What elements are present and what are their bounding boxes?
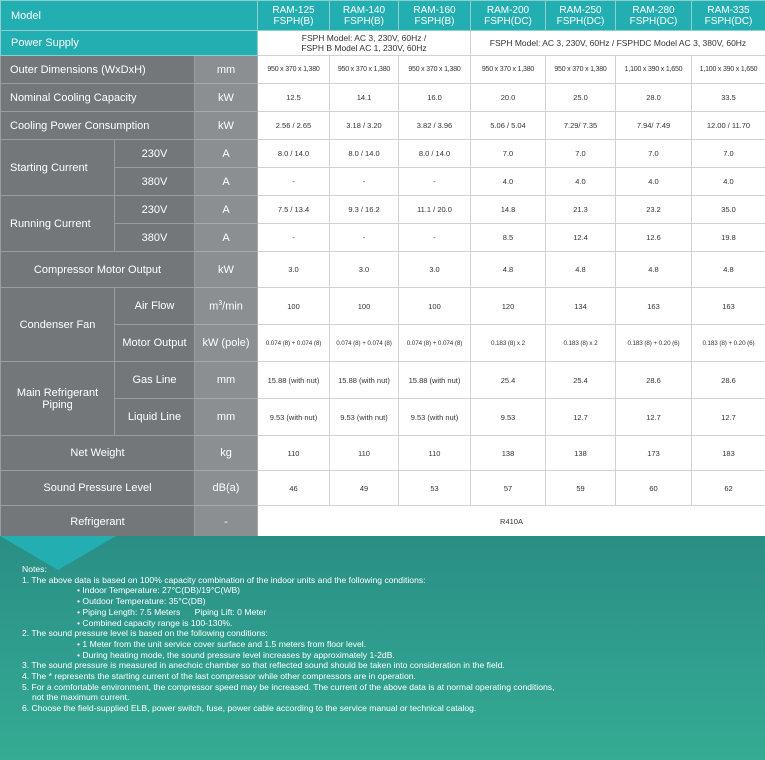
value-cell: 1,100 x 390 x 1,650 <box>616 56 692 84</box>
value-cell: 100 <box>399 288 471 325</box>
note-3: 3. The sound pressure is measured in anechoic chamber so that reflected sound should be taken into consideration in the field. <box>22 660 505 671</box>
refrigerant-value: R410A <box>258 506 765 538</box>
compressor-label: Compressor Motor Output <box>1 252 195 288</box>
value-cell: 15.88 (with nut) <box>399 362 471 399</box>
running-current-230-row <box>1 196 765 224</box>
value-cell: 12.7 <box>616 399 692 436</box>
value-cell: - <box>258 168 330 196</box>
motor-output-unit: kW (pole) <box>195 325 258 362</box>
value-cell: 7.0 <box>546 140 616 168</box>
note-1-item: • Outdoor Temperature: 35°C(DB) <box>77 596 206 607</box>
value-cell: 12.6 <box>616 224 692 252</box>
power-supply-label: Power Supply <box>1 31 258 56</box>
note-1: 1. The above data is based on 100% capacity combination of the indoor units and the following conditions: <box>22 574 426 585</box>
value-cell: 100 <box>258 288 330 325</box>
running-230v-unit: A <box>195 196 258 224</box>
notes-panel <box>0 536 765 760</box>
compressor-unit: kW <box>195 252 258 288</box>
value-cell: 16.0 <box>399 84 471 112</box>
starting-230v-label: 230V <box>115 140 195 168</box>
value-cell: 12.00 / 11.70 <box>692 112 765 140</box>
value-cell: 950 x 370 x 1,380 <box>471 56 546 84</box>
value-cell: 110 <box>330 436 399 471</box>
value-cell: 4.0 <box>471 168 546 196</box>
value-cell: 23.2 <box>616 196 692 224</box>
value-cell: 57 <box>471 471 546 506</box>
value-cell: 28.0 <box>616 84 692 112</box>
starting-230v-unit: A <box>195 140 258 168</box>
value-cell: 7.0 <box>692 140 765 168</box>
value-cell: 4.0 <box>692 168 765 196</box>
value-cell: 15.88 (with nut) <box>330 362 399 399</box>
model-header-200: RAM-200 FSPH(DC) <box>471 1 546 31</box>
value-cell: 0.183 (8) + 0.20 (6) <box>692 325 765 362</box>
value-cell: 12.5 <box>258 84 330 112</box>
liquid-line-label: Liquid Line <box>115 399 195 436</box>
value-cell: 9.53 (with nut) <box>258 399 330 436</box>
motor-output-row <box>1 325 765 362</box>
value-cell: 0.074 (8) + 0.074 (8) <box>258 325 330 362</box>
nominal-cooling-label: Nominal Cooling Capacity <box>1 84 195 112</box>
value-cell: 4.0 <box>546 168 616 196</box>
power-supply-group1: FSPH Model: AC 3, 230V, 60Hz / FSPH B Model AC 1, 230V, 60Hz <box>258 31 471 56</box>
model-header-280: RAM-280 FSPH(DC) <box>616 1 692 31</box>
notes-title: Notes: <box>22 564 47 574</box>
power-supply-group2: FSPH Model: AC 3, 230V, 60Hz / FSPHDC Model AC 3, 380V, 60Hz <box>471 31 765 56</box>
value-cell: 3.0 <box>399 252 471 288</box>
model-header-250: RAM-250 FSPH(DC) <box>546 1 616 31</box>
power-supply-row <box>1 31 765 56</box>
refrigerant-unit: - <box>195 506 258 538</box>
value-cell: 134 <box>546 288 616 325</box>
value-cell: 3.0 <box>258 252 330 288</box>
value-cell: 5.06 / 5.04 <box>471 112 546 140</box>
value-cell: - <box>258 224 330 252</box>
value-cell: 25.0 <box>546 84 616 112</box>
value-cell: 14.8 <box>471 196 546 224</box>
refrigerant-label: Refrigerant <box>1 506 195 538</box>
value-cell: 183 <box>692 436 765 471</box>
note-2-item: • During heating mode, the sound pressure level increases by approximately 1-2dB. <box>77 649 395 660</box>
value-cell: - <box>330 224 399 252</box>
value-cell: 110 <box>258 436 330 471</box>
value-cell: 8.0 / 14.0 <box>258 140 330 168</box>
starting-380v-unit: A <box>195 168 258 196</box>
nominal-cooling-unit: kW <box>195 84 258 112</box>
value-cell: 9.3 / 16.2 <box>330 196 399 224</box>
nominal-cooling-row <box>1 84 765 112</box>
model-header-row <box>1 1 765 31</box>
value-cell: 950 x 370 x 1,380 <box>258 56 330 84</box>
value-cell: 9.53 <box>471 399 546 436</box>
value-cell: 0.074 (8) + 0.074 (8) <box>399 325 471 362</box>
model-header-335: RAM-335 FSPH(DC) <box>692 1 765 31</box>
value-cell: 11.1 / 20.0 <box>399 196 471 224</box>
outer-dimensions-label: Outer Dimensions (WxDxH) <box>1 56 195 84</box>
air-flow-unit: $m^3/\min$ <box>195 288 258 325</box>
value-cell: 138 <box>546 436 616 471</box>
net-weight-unit: kg <box>195 436 258 471</box>
gas-line-label: Gas Line <box>115 362 195 399</box>
notes-text <box>22 564 554 714</box>
note-2: 2. The sound pressure level is based on the following conditions: <box>22 628 268 639</box>
value-cell: 15.88 (with nut) <box>258 362 330 399</box>
value-cell: 0.074 (8) + 0.074 (8) <box>330 325 399 362</box>
note-1-item: • Indoor Temperature: 27°C(DB)/19°C(WB) <box>77 585 241 596</box>
value-cell: 173 <box>616 436 692 471</box>
note-1-item: • Piping Length: 7.5 Meters Piping Lift: 0 Meter <box>77 606 267 617</box>
value-cell: 2.56 / 2.65 <box>258 112 330 140</box>
cooling-power-label: Cooling Power Consumption <box>1 112 195 140</box>
air-flow-label: Air Flow <box>115 288 195 325</box>
value-cell: 25.4 <box>471 362 546 399</box>
liquid-line-row <box>1 399 765 436</box>
value-cell: 20.0 <box>471 84 546 112</box>
value-cell: 0.183 (8) x 2 <box>471 325 546 362</box>
net-weight-label: Net Weight <box>1 436 195 471</box>
sound-pressure-label: Sound Pressure Level <box>1 471 195 506</box>
value-cell: 4.8 <box>546 252 616 288</box>
note-5: 5. For a comfortable environment, the compressor speed may be increased. The current of the above data is at normal operating conditions, <box>22 681 555 692</box>
value-cell: 7.94/ 7.49 <box>616 112 692 140</box>
value-cell: 7.5 / 13.4 <box>258 196 330 224</box>
running-230v-label: 230V <box>115 196 195 224</box>
value-cell: 7.29/ 7.35 <box>546 112 616 140</box>
value-cell: 9.53 (with nut) <box>330 399 399 436</box>
note-6: 6. Choose the field-supplied ELB, power switch, fuse, power cable according to the service manual or technical catalog. <box>22 703 477 714</box>
sound-pressure-unit: dB(a) <box>195 471 258 506</box>
starting-380v-label: 380V <box>115 168 195 196</box>
model-header-125: RAM-125 FSPH(B) <box>258 1 330 31</box>
value-cell: 62 <box>692 471 765 506</box>
liquid-line-unit: mm <box>195 399 258 436</box>
value-cell: 3.0 <box>330 252 399 288</box>
value-cell: 19.8 <box>692 224 765 252</box>
model-header-160: RAM-160 FSPH(B) <box>399 1 471 31</box>
starting-current-230-row <box>1 140 765 168</box>
value-cell: 12.4 <box>546 224 616 252</box>
value-cell: 8.0 / 14.0 <box>399 140 471 168</box>
value-cell: 28.6 <box>692 362 765 399</box>
gas-line-unit: mm <box>195 362 258 399</box>
value-cell: 110 <box>399 436 471 471</box>
value-cell: 59 <box>546 471 616 506</box>
running-current-label: Running Current <box>1 196 115 252</box>
value-cell: 4.8 <box>692 252 765 288</box>
value-cell: - <box>330 168 399 196</box>
value-cell: 60 <box>616 471 692 506</box>
note-2-item: • 1 Meter from the unit service cover surface and 1.5 meters from floor level. <box>77 638 367 649</box>
value-cell: 25.4 <box>546 362 616 399</box>
value-cell: 7.0 <box>471 140 546 168</box>
starting-current-380-row <box>1 168 765 196</box>
value-cell: 21.3 <box>546 196 616 224</box>
value-cell: 28.6 <box>616 362 692 399</box>
value-cell: 3.82 / 3.96 <box>399 112 471 140</box>
value-cell: 4.8 <box>471 252 546 288</box>
running-380v-label: 380V <box>115 224 195 252</box>
note-5-cont: not the maximum current. <box>32 692 130 703</box>
running-380v-unit: A <box>195 224 258 252</box>
value-cell: 8.5 <box>471 224 546 252</box>
value-cell: 7.0 <box>616 140 692 168</box>
value-cell: 163 <box>616 288 692 325</box>
net-weight-row <box>1 436 765 471</box>
value-cell: 46 <box>258 471 330 506</box>
piping-label: Main Refrigerant Piping <box>1 362 115 436</box>
value-cell: 3.18 / 3.20 <box>330 112 399 140</box>
cooling-power-unit: kW <box>195 112 258 140</box>
air-flow-row <box>1 288 765 325</box>
note-4: 4. The * represents the starting current of the last compressor while other compressors are in operation. <box>22 671 416 682</box>
value-cell: 950 x 370 x 1,380 <box>399 56 471 84</box>
value-cell: 0.183 (8) + 0.20 (6) <box>616 325 692 362</box>
value-cell: 8.0 / 14.0 <box>330 140 399 168</box>
value-cell: 138 <box>471 436 546 471</box>
gas-line-row <box>1 362 765 399</box>
motor-output-label: Motor Output <box>115 325 195 362</box>
model-header-140: RAM-140 FSPH(B) <box>330 1 399 31</box>
outer-dimensions-row <box>1 56 765 84</box>
value-cell: 35.0 <box>692 196 765 224</box>
value-cell: 12.7 <box>546 399 616 436</box>
value-cell: 163 <box>692 288 765 325</box>
value-cell: 4.0 <box>616 168 692 196</box>
sound-pressure-row <box>1 471 765 506</box>
starting-current-label: Starting Current <box>1 140 115 196</box>
refrigerant-row <box>1 506 765 538</box>
running-current-380-row <box>1 224 765 252</box>
compressor-row <box>1 252 765 288</box>
value-cell: 14.1 <box>330 84 399 112</box>
value-cell: 120 <box>471 288 546 325</box>
cooling-power-row <box>1 112 765 140</box>
value-cell: - <box>399 224 471 252</box>
value-cell: 33.5 <box>692 84 765 112</box>
value-cell: 53 <box>399 471 471 506</box>
model-label: Model <box>1 1 258 31</box>
value-cell: 1,100 x 390 x 1,650 <box>692 56 765 84</box>
condenser-fan-label: Condenser Fan <box>1 288 115 362</box>
value-cell: 9.53 (with nut) <box>399 399 471 436</box>
value-cell: 12.7 <box>692 399 765 436</box>
outer-dimensions-unit: mm <box>195 56 258 84</box>
value-cell: 49 <box>330 471 399 506</box>
value-cell: - <box>399 168 471 196</box>
value-cell: 950 x 370 x 1,380 <box>330 56 399 84</box>
value-cell: 4.8 <box>616 252 692 288</box>
value-cell: 950 x 370 x 1,380 <box>546 56 616 84</box>
value-cell: 100 <box>330 288 399 325</box>
note-1-item: • Combined capacity range is 100-130%. <box>77 617 233 628</box>
value-cell: 0.183 (8) x 2 <box>546 325 616 362</box>
